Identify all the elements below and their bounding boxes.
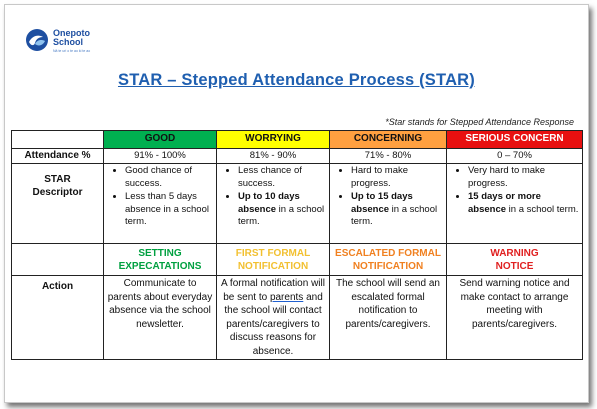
attendance-serious: 0 – 70% (447, 148, 583, 164)
descriptor-label: STAR Descriptor (12, 164, 104, 244)
descriptor-bullet: • Up to 10 days absence in a school term. (238, 191, 326, 229)
col-serious-header: SERIOUS CONCERN (447, 131, 583, 149)
descriptor-bullet: • Less than 5 days absence in a school term. (125, 191, 213, 229)
descriptor-bullet: • Good chance of success. (125, 165, 213, 190)
descriptor-bullet: • Up to 15 days absence in a school term. (351, 191, 443, 229)
stage-good: SETTING EXPECATATIONS (104, 244, 217, 276)
col-good-header: GOOD (104, 131, 217, 149)
stage-concerning: ESCALATED FORMAL NOTIFICATION (330, 244, 447, 276)
descriptor-bullet: • Hard to make progress. (351, 165, 443, 190)
stage-label-cell (12, 244, 104, 276)
col-worrying-header: WORRYING (217, 131, 330, 149)
attendance-good: 91% - 100% (104, 148, 217, 164)
attendance-worrying: 81% - 90% (217, 148, 330, 164)
action-serious: Send warning notice and make contact to arrange meeting with parents/caregivers. (447, 276, 583, 360)
action-row (12, 276, 583, 360)
header-row (12, 131, 583, 149)
stage-worrying: FIRST FORMAL NOTIFICATION (217, 244, 330, 276)
col-concerning-header: CONCERNING (330, 131, 447, 149)
corner-cell (12, 131, 104, 149)
attendance-label: Attendance % (12, 148, 104, 164)
stage-row (12, 244, 583, 276)
attendance-row (12, 148, 583, 164)
descriptor-concerning (330, 164, 447, 244)
descriptor-bullet: • Less chance of success. (238, 165, 326, 190)
descriptor-row (12, 164, 583, 244)
stage-serious: WARNING NOTICE (447, 244, 583, 276)
wave-logo-icon (25, 28, 49, 52)
school-logo (25, 27, 145, 59)
star-table (11, 130, 583, 360)
action-worrying: A formal notification will be sent to parents and the school will contact parents/caregivers to discuss reasons for absence. (217, 276, 330, 360)
attendance-concerning: 71% - 80% (330, 148, 447, 164)
descriptor-bullet: • 15 days or more absence in a school term. (468, 191, 579, 216)
descriptor-serious (447, 164, 583, 244)
descriptor-worrying (217, 164, 330, 244)
descriptor-bullet: • Very hard to make progress. (468, 165, 579, 190)
descriptor-good (104, 164, 217, 244)
school-name: Onepoto School (53, 28, 90, 47)
page-title: STAR – Stepped Attendance Process (STAR) (117, 71, 475, 89)
action-good: Communicate to parents about everyday absence via the school newsletter. (104, 276, 217, 360)
footnote: *Star stands for Stepped Attendance Response (385, 117, 574, 127)
action-concerning: The school will send an escalated formal notification to parents/caregivers. (330, 276, 447, 360)
school-tagline: Nā te uri o te ao ki te ao (53, 49, 91, 53)
action-label: Action (12, 276, 104, 360)
